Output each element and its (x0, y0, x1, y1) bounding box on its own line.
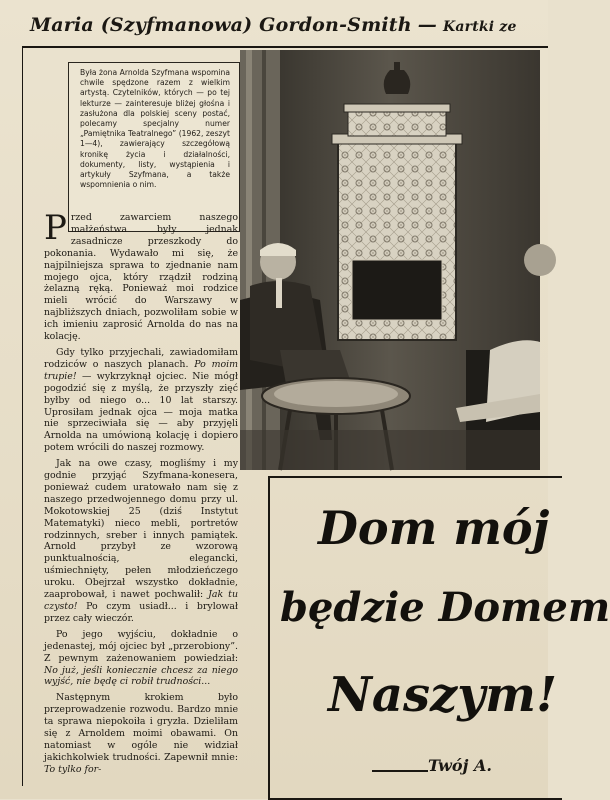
signature-rule (372, 770, 428, 772)
paragraph-text: — wykrzyknął ojciec. Nie mógł pogodzić się z myślą, że przyszły zięć byłby od niego o... 10 lat starszy. Uprosiłam jednak ojca — moja matka nie sprzeciwiała się — aby przyjęli Arnolda na umówioną kolację i dopiero potem wrócili do naszej rozmowy. (44, 370, 238, 454)
drop-cap: P (44, 208, 67, 248)
paragraph-text: Po czym usiadł... i brylował przez cały wieczór. (44, 601, 238, 624)
paragraph-text: Po jego wyjściu, dokładnie o jedenastej, mój ojciec był „przerobiony”. Z pewnym zażenowaniem powiedział: (44, 628, 238, 664)
author-name: Maria (Szyfmanowa) Gordon-Smith (30, 14, 412, 36)
paragraph-text: rzed zawarciem naszego małżeństwa były jednak zasadnicze przeszkody do pokonania. Wydawało mi się, że najpilniejsza sprawa to zjednanie nam mojego ojca, który rządził rodziną żelazną ręką. Ponieważ moi rodzice mieli wrócić do Warszawy w najbliższych dniach, pozwoliłam sobie w ich imieniu zaprosić Arnolda do nas na kolację. (44, 212, 238, 343)
paragraph-text: Następnym krokiem było przeprowadzenie rozwodu. Bardzo mnie ta sprawa niepokoiła i gryzła. Dzieliłam się z Arnoldem moimi obawami. On natomiast w ogóle nie widział jakichkolwiek trudności. Zapewnił mnie: (44, 692, 238, 763)
quote-text: No już, jeśli koniecznie chcesz za niego wyjść, nie będę ci robił trudności... (44, 664, 238, 688)
article-paragraph (44, 629, 238, 689)
article-paragraph (44, 692, 238, 775)
article-paragraph (44, 458, 238, 625)
header-dash: — (417, 14, 437, 36)
section-title: Kartki ze (443, 19, 517, 35)
left-border-rule (22, 46, 23, 786)
photo-illustration (240, 50, 540, 470)
article-paragraph (44, 208, 238, 343)
promo-line-1: Dom mój (318, 501, 550, 555)
promo-line-3: Naszym! (328, 667, 558, 723)
photograph (240, 50, 540, 470)
article-column (44, 208, 238, 780)
paragraph-text: Jak na owe czasy, mogliśmy i my godnie przyjąć Szyfmana-konesera, ponieważ cudem uratowało nam się z naszego przedwojennego domu przy ul. Mokotowskiej 25 (dziś Instytut Matematyki) nieco mebli, portretów rodzinnych, sreber i innych pamiątek. Arnold przybył ze wzorową punktualnością, elegancki, uśmiechnięty, pełen młodzieńczego uroku. Obejrzał wszystko dokładnie, zaaprobował, i nawet pochwalił: (44, 458, 238, 601)
page-header (30, 14, 550, 42)
quote-text: To tylko for- (44, 763, 102, 775)
quote-text: Jak tu czysto! (44, 589, 238, 612)
signature: Twój A. (428, 756, 492, 775)
tiled-stove (332, 62, 462, 340)
quote-text: Po moim trupie! (44, 358, 238, 382)
paragraph-text: Gdy tylko przyjechali, zawiadomiłam rodziców o naszych planach. (44, 346, 238, 370)
article-paragraph (44, 347, 238, 454)
promo-line-2: będzie Domem (280, 584, 610, 631)
header-rule (22, 46, 548, 48)
intro-text: Była żona Arnolda Szyfmana wspomina chwile spędzone razem z wielkim artystą. Czytelników, których — po tej lekturze — zainteresuje bliżej głośna i zasłużona dla polskiej sceny postać, polecamy specjalny numer „Pamiętnika Teatralnego” (1962, zeszyt 1—4), zawierający szczegółową kronikę życia i działalności, dokumenty, listy, wystąpienia i artykuły Szyfmana, a także wspomnienia o nim. (80, 68, 230, 190)
